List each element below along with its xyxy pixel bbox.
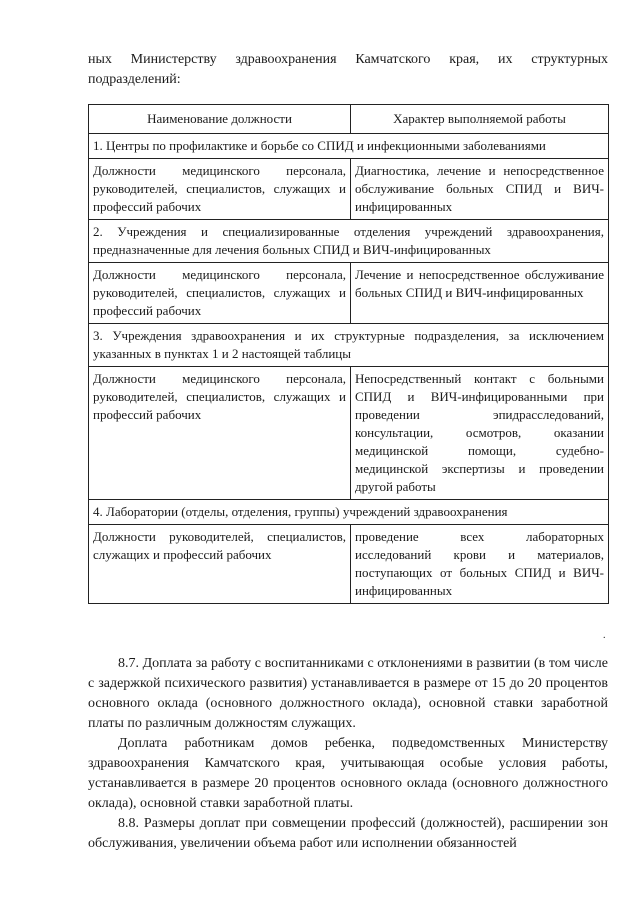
margin-mark: .	[603, 630, 606, 641]
work-conditions-table	[88, 104, 609, 604]
work-cell: проведение всех лабораторных исследований крови и материалов, поступающих от больных СПИД и ВИЧ-инфицированных	[351, 525, 609, 604]
table-row	[89, 525, 609, 604]
section-title-row	[89, 134, 609, 159]
position-cell: Должности медицинского персонала, руководителей, специалистов, служащих и профессий рабочих	[89, 159, 351, 220]
table-row	[89, 367, 609, 500]
header-position: Наименование должности	[89, 105, 351, 134]
section-title-row	[89, 324, 609, 367]
section-title: 4. Лаборатории (отделы, отделения, группы) учреждений здравоохранения	[89, 500, 609, 525]
body-text	[88, 654, 608, 854]
intro-text: ных Министерству здравоохранения Камчатского края, их структурных подразделений:	[88, 52, 608, 87]
position-cell: Должности руководителей, специалистов, служащих и профессий рабочих	[89, 525, 351, 604]
work-cell: Непосредственный контакт с больными СПИД и ВИЧ-инфицированными при проведении эпидрасследований, консультации, осмотров, оказании медицинской помощи, судебно- медицинской экспертизы и проведении другой работы	[351, 367, 609, 500]
table-row	[89, 263, 609, 324]
position-cell: Должности медицинского персонала, руководителей, специалистов, служащих и профессий рабочих	[89, 367, 351, 500]
work-cell: Лечение и непосредственное обслуживание больных СПИД и ВИЧ-инфицированных	[351, 263, 609, 324]
table-row	[89, 159, 609, 220]
section-title: 2. Учреждения и специализированные отделения учреждений здравоохранения, предназначенные для лечения больных СПИД и ВИЧ-инфицированных	[89, 220, 609, 263]
table-header-row	[89, 105, 609, 134]
work-cell: Диагностика, лечение и непосредственное обслуживание больных СПИД и ВИЧ-инфицированных	[351, 159, 609, 220]
header-work: Характер выполняемой работы	[351, 105, 609, 134]
paragraph-8-7: 8.7. Доплата за работу с воспитанниками с отклонениями в развитии (в том числе с задержкой психического развития) устанавливается в размере от 15 до 20 процентов основного оклада (основного должностного оклада), основной ставки заработной платы по различным должностям служащих.	[88, 656, 608, 731]
section-title-row	[89, 500, 609, 525]
section-title-row	[89, 220, 609, 263]
paragraph-orphanage: Доплата работникам домов ребенка, подведомственных Министерству здравоохранения Камчатского края, учитывающая особые условия работы, устанавливается в размере 20 процентов основного оклада (основного должностного оклада), основной ставки заработной платы.	[88, 736, 608, 811]
section-title: 3. Учреждения здравоохранения и их структурные подразделения, за исключением указанных в пунктах 1 и 2 настоящей таблицы	[89, 324, 609, 367]
section-title: 1. Центры по профилактике и борьбе со СПИД и инфекционными заболеваниями	[89, 134, 609, 159]
paragraph-8-8: 8.8. Размеры доплат при совмещении профессий (должностей), расширении зон обслуживания, увеличении объема работ или исполнении обязанностей	[88, 816, 608, 851]
position-cell: Должности медицинского персонала, руководителей, специалистов, служащих и профессий рабочих	[89, 263, 351, 324]
